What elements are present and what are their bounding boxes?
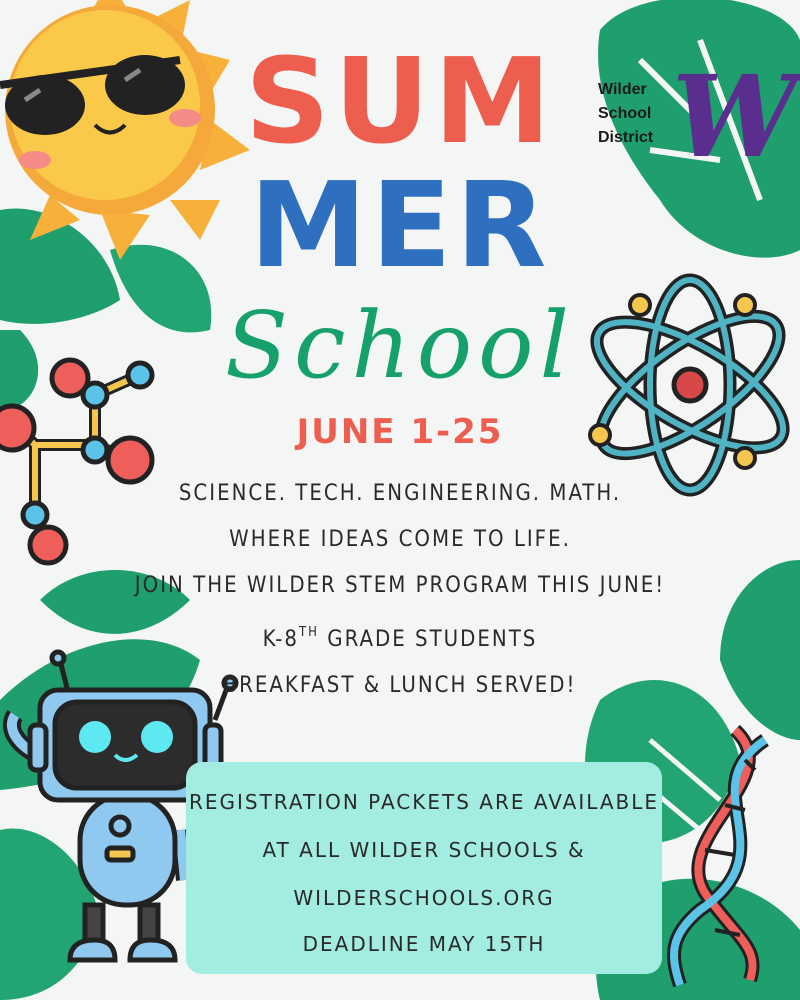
info-line-ideas: WHERE IDEAS COME TO LIFE. (229, 527, 571, 552)
logo-line-wilder: Wilder (598, 81, 647, 98)
logo-line-district: District (598, 129, 654, 146)
district-logo-w: W (672, 52, 798, 183)
registration-line-1: REGISTRATION PACKETS ARE AVAILABLE (188, 790, 660, 814)
registration-website: WILDERSCHOOLS.ORG (293, 886, 555, 910)
registration-deadline: DEADLINE MAY 15TH (302, 932, 546, 956)
grade-label: GRADE STUDENTS (318, 627, 538, 652)
info-line-join: JOIN THE WILDER STEM PROGRAM THIS JUNE! (134, 573, 666, 598)
info-line-grades (0, 625, 800, 652)
info-line-stem: SCIENCE. TECH. ENGINEERING. MATH. (178, 481, 622, 506)
program-dates: JUNE 1-25 (296, 412, 504, 452)
title-mer: MER (249, 156, 551, 294)
title-school: School (224, 292, 575, 399)
info-line-meals: BREAKFAST & LUNCH SERVED! (223, 673, 577, 698)
registration-line-2: AT ALL WILDER SCHOOLS & (262, 838, 586, 862)
grade-range: K-8 (262, 627, 300, 652)
title-sum: SUM (244, 32, 556, 170)
logo-line-school: School (598, 105, 652, 122)
grade-superscript: TH (299, 625, 319, 640)
